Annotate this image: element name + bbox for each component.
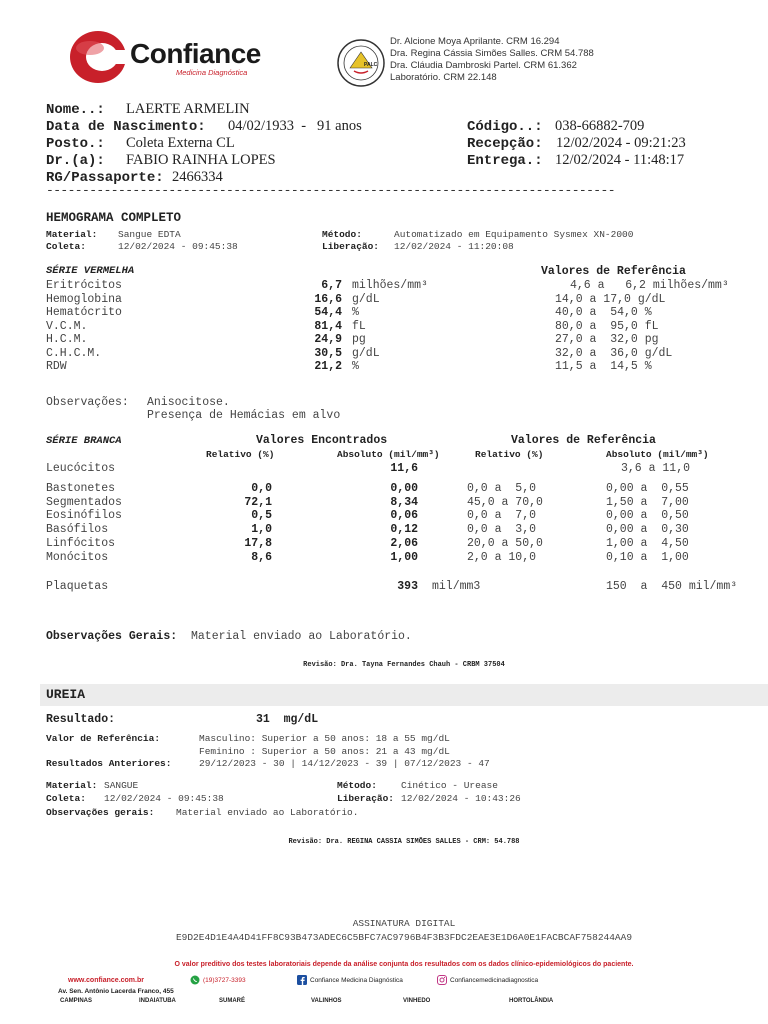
plaquetas-ref: 150 a 450 mil/mm³ (606, 580, 738, 593)
patient-posto: Coleta Externa CL (126, 135, 235, 151)
red-row-value: 81,4 (314, 319, 342, 333)
ureia-ref-line-1: Masculino: Superior a 50 anos: 18 a 55 mg/dL (199, 733, 450, 744)
red-row-unit: pg (352, 333, 366, 346)
white-row-relative-ref: 0,0 a 7,0 (467, 509, 537, 523)
seal-text: PALC (364, 62, 378, 68)
leucocitos-name: Leucócitos (46, 462, 116, 475)
col-relativo-ref: Relativo (%) (475, 449, 544, 460)
red-row-value: 30,5 (314, 346, 342, 360)
hemo-material-label: Material: (46, 229, 98, 240)
white-row-relative-ref: 2,0 a 10,0 (467, 550, 537, 564)
red-row-value: 6,7 (321, 279, 342, 292)
ureia-prev-label: Resultados Anteriores: (46, 758, 172, 769)
ureia-result: 31 mg/dL (256, 713, 319, 726)
white-row-name: Eosinófilos (46, 509, 122, 523)
rg-label: RG/Passaporte: (46, 170, 164, 186)
white-row-relative: 72,1 (244, 495, 272, 509)
white-row-name: Bastonetes (46, 482, 116, 495)
ureia-coleta: 12/02/2024 - 09:45:38 (104, 793, 224, 804)
white-row-relative: 17,8 (244, 536, 272, 550)
hemo-liberacao: 12/02/2024 - 11:20:08 (394, 241, 514, 252)
name-label: Nome..: (46, 102, 105, 118)
white-row-relative: 0,5 (251, 509, 272, 523)
city-vinhedo: VINHEDO (403, 998, 431, 1004)
red-row-name: RDW (46, 360, 67, 373)
red-row-ref: 14,0 a 17,0 g/dL (555, 292, 666, 306)
red-row-unit: g/dL (352, 292, 380, 306)
hemo-coleta: 12/02/2024 - 09:45:38 (118, 241, 238, 252)
code-label: Código..: (467, 119, 543, 135)
ureia-liberacao: 12/02/2024 - 10:43:26 (401, 793, 521, 804)
red-row-value: 24,9 (314, 333, 342, 346)
hemo-metodo-label: Método: (322, 229, 362, 240)
brand-name: Confiance (130, 38, 261, 69)
footer-disclaimer: O valor preditivo dos testes laboratoriais depende da análise conjunta dos resultados com os dados clínico-epidemiológicos do paciente. (174, 961, 634, 968)
doctor-line-1: Dr. Alcione Moya Aprilante. CRM 16.294 (390, 36, 560, 47)
dob-label: Data de Nascimento: (46, 119, 206, 135)
white-row-relative-ref: 45,0 a 70,0 (467, 495, 543, 509)
city-sumare: SUMARÉ (219, 998, 246, 1004)
red-row-unit: fL (352, 319, 366, 333)
white-row-relative-ref: 20,0 a 50,0 (467, 536, 543, 550)
confiance-logo-icon (68, 28, 132, 86)
hemo-obs-line-1: Anisocitose. (147, 396, 230, 409)
city-campinas: CAMPINAS (60, 998, 93, 1004)
white-series-title: SÉRIE BRANCA (46, 435, 122, 447)
patient-rg: 2466334 (172, 169, 223, 185)
white-row-name: Segmentados (46, 495, 122, 509)
ureia-material-label: Material: (46, 780, 98, 791)
red-row-name: C.H.C.M. (46, 346, 102, 360)
ureia-metodo: Cinético - Urease (401, 780, 498, 791)
white-row-absolute: 8,34 (390, 495, 418, 509)
footer-website[interactable]: www.confiance.com.br (68, 977, 144, 984)
patient-name: LAERTE ARMELIN (126, 101, 250, 117)
ureia-title: UREIA (46, 687, 86, 702)
white-row-absolute-ref: 0,00 a 0,55 (606, 482, 689, 495)
footer-facebook[interactable]: Confiance Medicina Diagnóstica (310, 977, 403, 984)
doctor-line-3: Dra. Cláudia Dambroski Partel. CRM 61.362 (390, 60, 577, 71)
col-absoluto-ref: Absoluto (mil/mm³) (606, 449, 709, 460)
ureia-ref-label: Valor de Referência: (46, 733, 161, 744)
white-row-name: Linfócitos (46, 536, 116, 550)
white-row-absolute-ref: 0,10 a 1,00 (606, 550, 689, 564)
red-row-ref: 11,5 a 14,5 % (555, 360, 652, 373)
leucocitos-ref: 3,6 a 11,0 (621, 462, 691, 475)
white-found-title: Valores Encontrados (256, 434, 388, 447)
reception-datetime: 12/02/2024 - 09:21:23 (556, 135, 686, 151)
col-relativo: Relativo (%) (206, 449, 275, 460)
white-row-absolute: 1,00 (390, 550, 418, 564)
red-row-name: H.C.M. (46, 333, 88, 346)
white-row-absolute: 0,06 (390, 509, 418, 523)
red-row-value: 16,6 (314, 292, 342, 306)
ureia-revisao: Revisão: Dra. REGINA CASSIA SIMÕES SALLES - CRM: 54.788 (288, 838, 520, 846)
plaquetas-value: 393 (397, 580, 418, 593)
whatsapp-icon (190, 975, 200, 985)
delivery-label: Entrega.: (467, 153, 543, 169)
red-ref-title: Valores de Referência (541, 265, 686, 278)
hemo-coleta-label: Coleta: (46, 241, 86, 252)
general-obs-label: Observações Gerais: (46, 630, 178, 643)
red-row-name: Hematócrito (46, 306, 122, 319)
city-hortolandia: HORTOLÂNDIA (509, 998, 554, 1004)
white-row-absolute: 0,00 (390, 482, 418, 495)
doctor-line-4: Laboratório. CRM 22.148 (390, 72, 497, 83)
red-row-ref: 80,0 a 95,0 fL (555, 319, 659, 333)
plaquetas-name: Plaquetas (46, 580, 109, 593)
general-obs: Material enviado ao Laboratório. (191, 630, 412, 643)
ureia-ref-line-2: Feminino : Superior a 50 anos: 21 a 43 mg/dL (199, 746, 450, 757)
doctor-label: Dr.(a): (46, 153, 105, 169)
white-row-name: Monócitos (46, 550, 109, 564)
ureia-material: SANGUE (104, 780, 139, 791)
ureia-liberacao-label: Liberação: (337, 793, 395, 804)
col-absoluto: Absoluto (mil/mm³) (337, 449, 440, 460)
ureia-prev: 29/12/2023 - 30 | 14/12/2023 - 39 | 07/12/2023 - 47 (199, 758, 490, 769)
red-row-ref: 40,0 a 54,0 % (555, 306, 652, 319)
red-row-name: Hemoglobina (46, 292, 122, 306)
white-row-relative: 8,6 (251, 550, 272, 564)
white-row-relative: 0,0 (251, 482, 272, 495)
signature-title: ASSINATURA DIGITAL (352, 918, 456, 929)
ureia-obs-label: Observações gerais: (46, 807, 155, 818)
white-row-absolute-ref: 0,00 a 0,50 (606, 509, 689, 523)
white-row-absolute: 2,06 (390, 536, 418, 550)
ureia-obs: Material enviado ao Laboratório. (176, 807, 359, 818)
instagram-icon (437, 975, 447, 985)
red-row-name: Eritrócitos (46, 279, 122, 292)
red-row-ref: 4,6 a 6,2 milhões/mm³ (570, 279, 729, 292)
red-row-unit: g/dL (352, 346, 380, 360)
footer-address: Av. Sen. Antônio Lacerda Franco, 455 (58, 988, 174, 995)
hemo-revisao: Revisão: Dra. Tayna Fernandes Chauh - CRBM 37504 (303, 661, 505, 669)
hemo-liberacao-label: Liberação: (322, 241, 380, 252)
white-row-relative-ref: 0,0 a 3,0 (467, 523, 537, 537)
ureia-result-label: Resultado: (46, 713, 116, 726)
red-series-title: SÉRIE VERMELHA (46, 265, 135, 277)
leucocitos-value: 11,6 (390, 462, 418, 475)
city-valinhos: VALINHOS (311, 998, 342, 1004)
red-row-name: V.C.M. (46, 319, 88, 333)
red-row-value: 54,4 (314, 306, 342, 319)
requesting-doctor: FABIO RAINHA LOPES (126, 152, 276, 168)
footer-phone[interactable]: (19)3727-3393 (203, 977, 246, 984)
white-row-relative: 1,0 (251, 523, 272, 537)
hemo-obs-label: Observações: (46, 396, 129, 409)
white-row-absolute-ref: 1,00 a 4,50 (606, 536, 689, 550)
plaquetas-unit: mil/mm3 (432, 580, 481, 593)
white-row-absolute-ref: 0,00 a 0,30 (606, 523, 689, 537)
ureia-coleta-label: Coleta: (46, 793, 86, 804)
red-row-value: 21,2 (314, 360, 342, 373)
patient-dob: 04/02/1933 - 91 anos (228, 118, 362, 134)
red-row-unit: % (352, 306, 359, 319)
hemo-obs-line-2: Presença de Hemácias em alvo (147, 409, 341, 422)
brand-tagline: Medicina Diagnóstica (176, 68, 248, 77)
signature-hash: E9D2E4D1E4A4D41FF8C93B473ADEC6C5BFC7AC9796B4F3B3FDC2EAE3E1D6A0E1FACBCAF758244AA9 (175, 932, 633, 943)
ureia-section-band (40, 684, 768, 706)
reception-label: Recepção: (467, 136, 543, 152)
red-row-unit: % (352, 360, 359, 373)
white-row-absolute: 0,12 (390, 523, 418, 537)
hemo-metodo: Automatizado em Equipamento Sysmex XN-2000 (394, 229, 634, 240)
ureia-metodo-label: Método: (337, 780, 377, 791)
header-separator: ------------------------------------------------------------------------------- (46, 183, 615, 198)
facebook-icon (297, 975, 307, 985)
delivery-datetime: 12/02/2024 - 11:48:17 (555, 152, 685, 168)
red-row-ref: 32,0 a 36,0 g/dL (555, 346, 673, 360)
hemograma-title: HEMOGRAMA COMPLETO (46, 211, 182, 225)
white-row-relative-ref: 0,0 a 5,0 (467, 482, 537, 495)
white-ref-title: Valores de Referência (511, 434, 656, 447)
hemo-material: Sangue EDTA (118, 229, 181, 240)
red-row-ref: 27,0 a 32,0 pg (555, 333, 659, 346)
doctor-line-2: Dra. Regina Cássia Simões Salles. CRM 54.788 (390, 48, 594, 59)
patient-code: 038-66882-709 (555, 118, 645, 134)
red-row-unit: milhões/mm³ (352, 279, 428, 292)
palc-seal-icon (336, 38, 386, 88)
city-indaiatuba: INDAIATUBA (139, 998, 176, 1004)
footer-instagram[interactable]: Confiancemedicinadiagnostica (450, 977, 539, 984)
posto-label: Posto.: (46, 136, 105, 152)
white-row-name: Basófilos (46, 523, 109, 537)
white-row-absolute-ref: 1,50 a 7,00 (606, 495, 689, 509)
